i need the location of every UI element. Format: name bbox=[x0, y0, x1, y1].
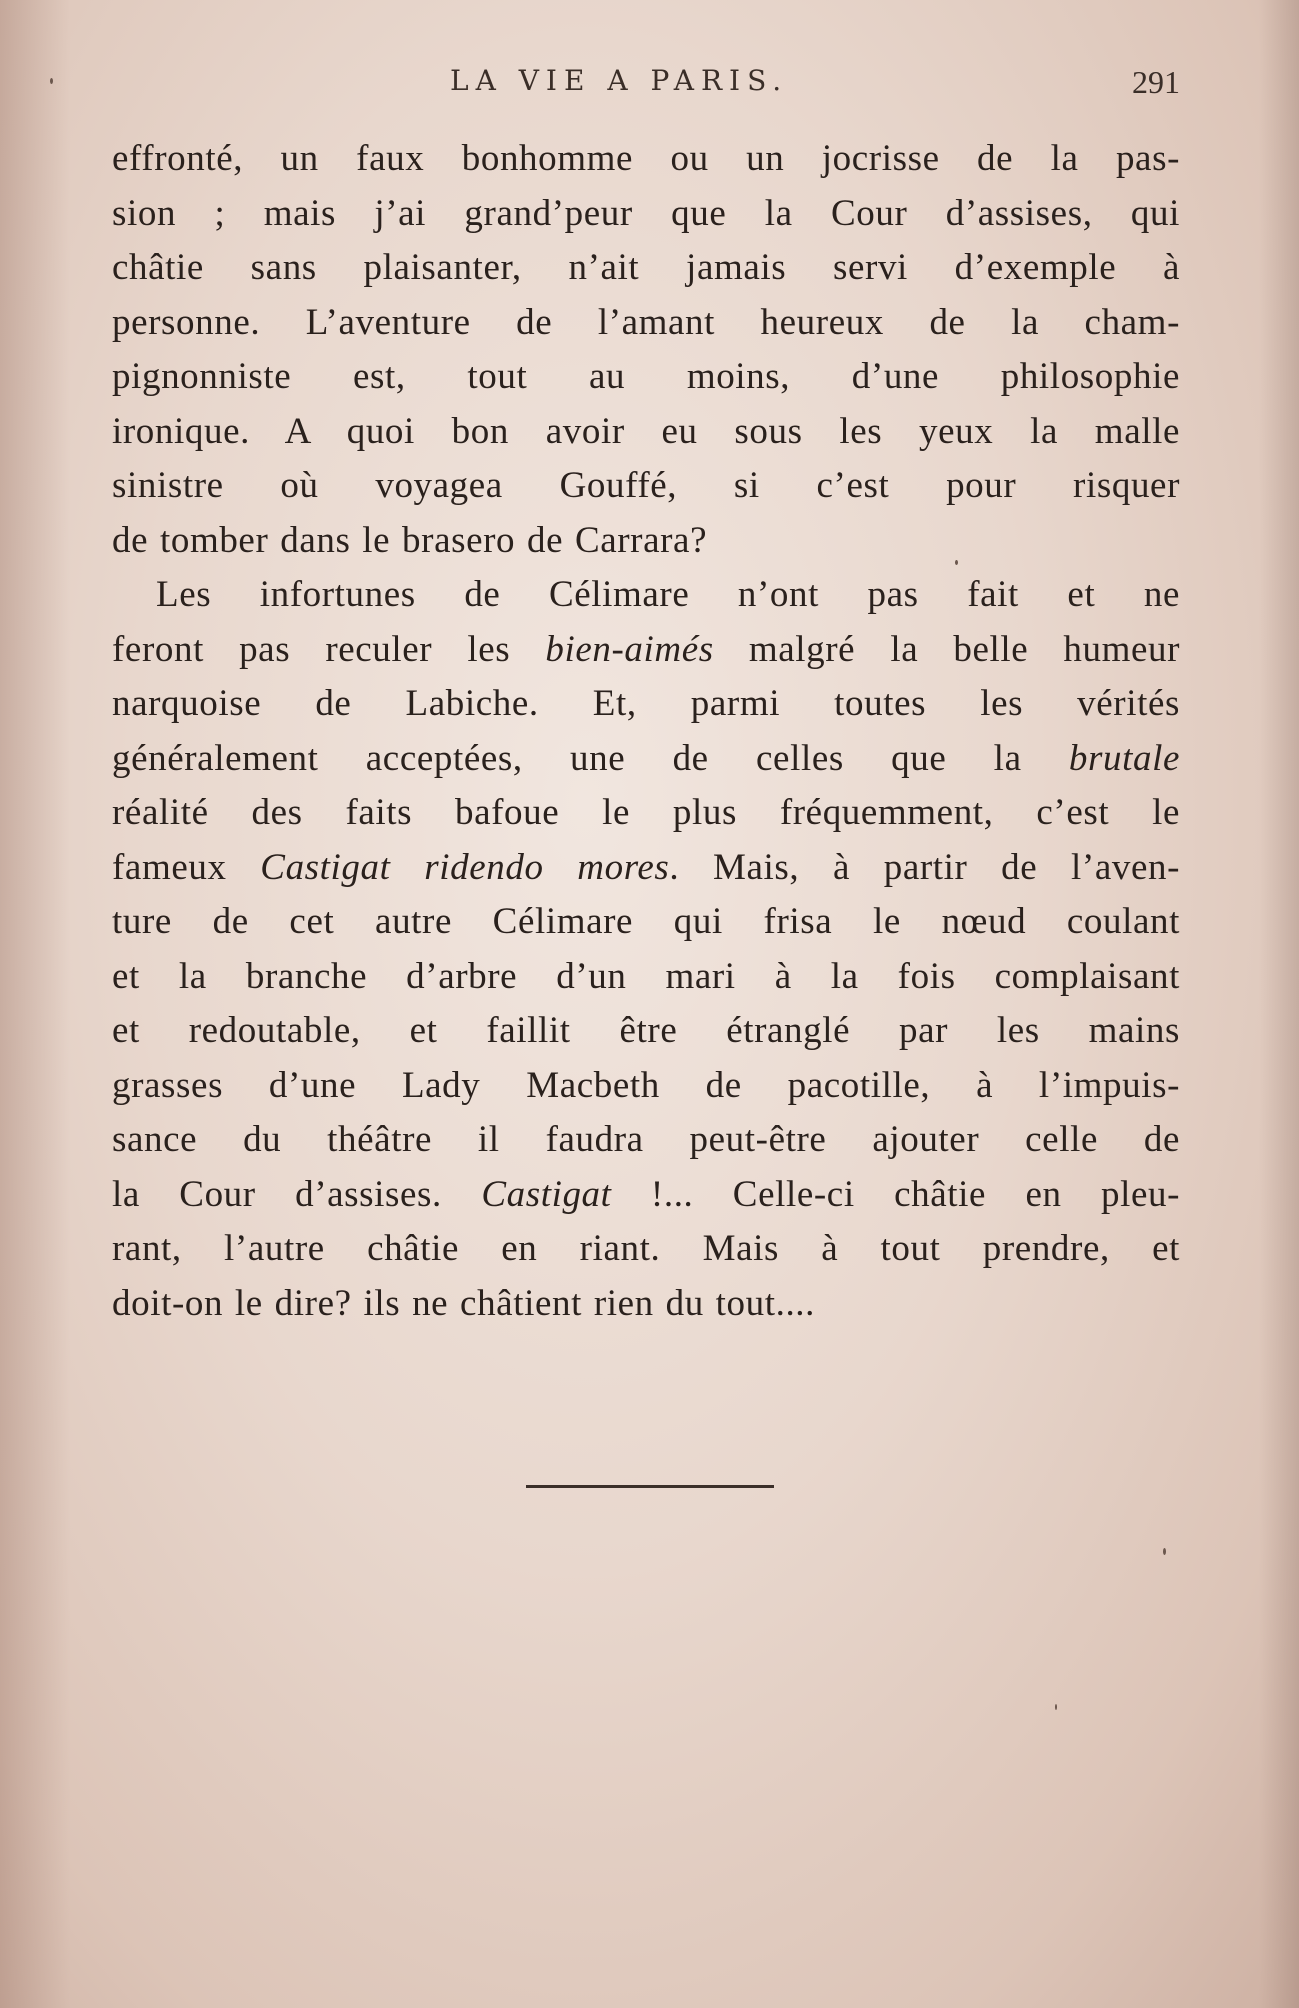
text-run: et redoutable, et faillit être étranglé par les mains bbox=[112, 1010, 1180, 1051]
text-run: réalité des faits bafoue le plus fréquemment, c’est le bbox=[112, 792, 1180, 833]
text-run: et la branche d’arbre d’un mari à la fois complaisant bbox=[112, 955, 1180, 997]
paper-fleck bbox=[50, 78, 53, 84]
text-run: malgré la belle humeur bbox=[713, 628, 1180, 670]
text-run: pignonniste est, tout au moins, d’une philosophie bbox=[112, 356, 1180, 397]
text-line bbox=[112, 459, 1180, 514]
text-line bbox=[112, 895, 1180, 950]
text-line bbox=[112, 514, 1180, 569]
page-number: 291 bbox=[1132, 64, 1180, 100]
running-title: LA VIE A PARIS. bbox=[450, 64, 789, 97]
text-line bbox=[112, 732, 1180, 787]
text-run: ironique. A quoi bon avoir eu sous les yeux la malle bbox=[112, 410, 1180, 452]
italic-phrase: Castigat ridendo mores bbox=[260, 846, 670, 888]
text-line bbox=[112, 405, 1180, 460]
italic-phrase: Castigat bbox=[481, 1173, 612, 1215]
text-run: fameux bbox=[112, 846, 261, 888]
text-line bbox=[112, 786, 1180, 841]
text-line bbox=[112, 1222, 1180, 1277]
text-line bbox=[112, 1004, 1180, 1059]
body-text bbox=[112, 132, 1180, 1331]
text-line bbox=[112, 950, 1180, 1005]
text-run: sinistre où voyagea Gouffé, si c’est pour risquer bbox=[112, 465, 1180, 506]
text-run: personne. L’aventure de l’amant heureux de la cham- bbox=[112, 301, 1180, 343]
text-run: Les infortunes de Célimare n’ont pas fait et ne bbox=[156, 574, 1180, 615]
text-line bbox=[112, 623, 1180, 678]
text-line bbox=[112, 677, 1180, 732]
text-run: de tomber dans le brasero de Carrara? bbox=[112, 519, 708, 561]
text-run: effronté, un faux bonhomme ou un jocrisse de la pas- bbox=[112, 138, 1180, 179]
text-run: doit-on le dire? ils ne châtient rien du tout.... bbox=[112, 1282, 815, 1324]
text-line bbox=[112, 1168, 1180, 1223]
text-line bbox=[112, 241, 1180, 296]
running-head bbox=[110, 64, 1180, 104]
text-line bbox=[112, 132, 1180, 187]
paper-fleck bbox=[1055, 1704, 1057, 1710]
paper-fleck bbox=[1163, 1548, 1166, 1555]
text-line bbox=[112, 1113, 1180, 1168]
paper-fleck bbox=[955, 560, 958, 565]
text-line bbox=[112, 1277, 1180, 1332]
text-run: sance du théâtre il faudra peut-être ajouter celle de bbox=[112, 1119, 1180, 1160]
text-run: rant, l’autre châtie en riant. Mais à tout prendre, et bbox=[112, 1228, 1180, 1269]
text-run: la Cour d’assises. bbox=[112, 1173, 482, 1215]
text-run: généralement acceptées, une de celles que la bbox=[112, 737, 1069, 779]
text-line bbox=[112, 296, 1180, 351]
text-line bbox=[112, 568, 1180, 623]
text-line bbox=[112, 350, 1180, 405]
text-run: ture de cet autre Célimare qui frisa le nœud coulant bbox=[112, 901, 1180, 942]
text-line bbox=[112, 187, 1180, 242]
text-run: . Mais, à partir de l’aven- bbox=[669, 846, 1181, 888]
page-edge-shadow bbox=[1259, 0, 1299, 2008]
italic-phrase: bien-aimés bbox=[545, 628, 714, 670]
text-line bbox=[112, 1059, 1180, 1114]
italic-phrase: brutale bbox=[1068, 737, 1180, 779]
spine-shadow bbox=[0, 0, 70, 2008]
text-run: feront pas reculer les bbox=[112, 628, 546, 670]
text-line bbox=[112, 841, 1180, 896]
text-run: grasses d’une Lady Macbeth de pacotille, à l’impuis- bbox=[112, 1064, 1180, 1106]
text-run: sion ; mais j’ai grand’peur que la Cour d’assises, qui bbox=[112, 192, 1180, 234]
text-run: châtie sans plaisanter, n’ait jamais servi d’exemple à bbox=[112, 247, 1180, 288]
text-run: narquoise de Labiche. Et, parmi toutes les vérités bbox=[112, 683, 1180, 724]
section-end-rule bbox=[526, 1485, 774, 1488]
text-run: !... Celle-ci châtie en pleu- bbox=[611, 1173, 1180, 1215]
